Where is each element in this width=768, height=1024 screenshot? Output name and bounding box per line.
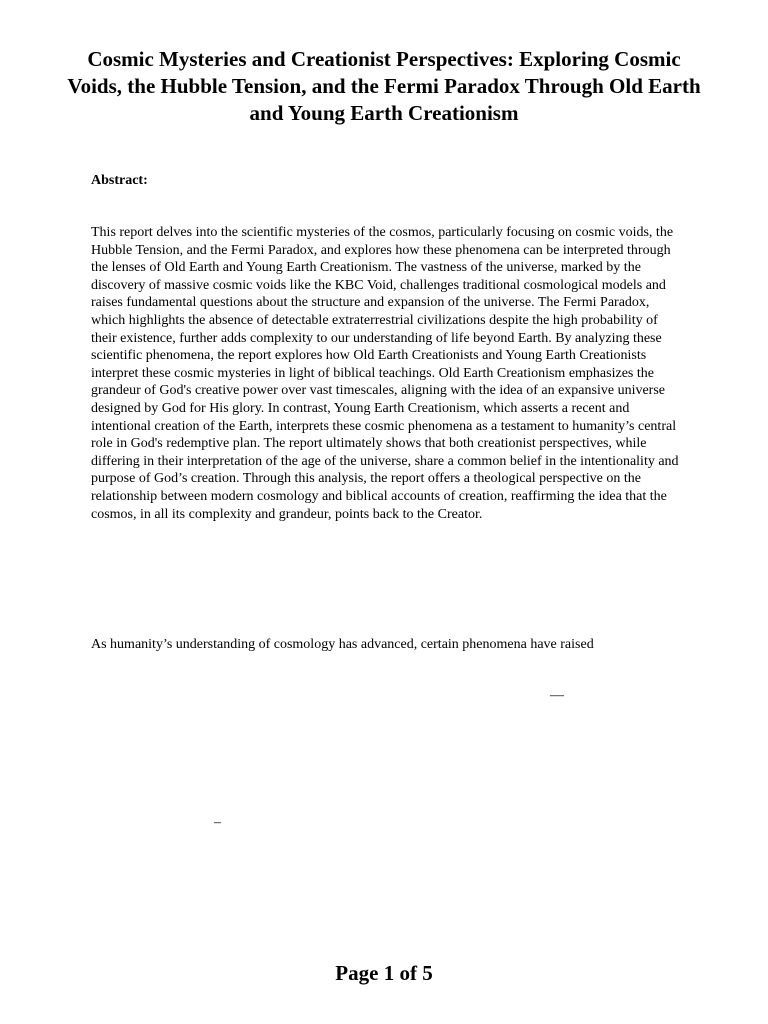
page-number: Page 1 of 5 <box>335 961 433 985</box>
abstract-heading: Abstract: <box>91 173 148 188</box>
en-dash-fragment: – <box>214 815 221 830</box>
intro-paragraph: As humanity’s understanding of cosmology has advanced, certain phenomena have raised <box>91 637 594 652</box>
abstract-body: This report delves into the scientific mysteries of the cosmos, particularly focusing on cosmic voids, the Hubble Tension, and the Fermi Paradox, and explores how these phenomena can be interpreted through the lenses of Old Earth and Young Earth Creationism. The vastness of the universe, marked by the discovery of massive cosmic voids like the KBC Void, challenges traditional cosmological models and raises fundamental questions about the structure and expansion of the universe. The Fermi Paradox, which highlights the absence of detectable extraterrestrial civilizations despite the high probability of their existence, further adds complexity to our understanding of life beyond Earth. By analyzing these scientific phenomena, the report explores how Old Earth Creationists and Young Earth Creationists interpret these cosmic mysteries in light of biblical teachings. Old Earth Creationism emphasizes the grandeur of God's creative power over vast timescales, aligning with the idea of an expansive universe designed by God for His glory. In contrast, Young Earth Creationism, which asserts a recent and intentional creation of the Earth, interprets these cosmic phenomena as a testament to humanity’s central role in God's redemptive plan. The report ultimately shows that both creationist perspectives, while differing in their interpretation of the age of the universe, share a common belief in the intentionality and purpose of God’s creation. Through this analysis, the report offers a theological perspective on the relationship between modern cosmology and biblical accounts of creation, reaffirming the idea that the cosmos, in all its complexity and grandeur, points back to the Creator. <box>91 225 679 522</box>
document-title: Cosmic Mysteries and Creationist Perspectives: Exploring Cosmic Voids, the Hubble Tension, and the Fermi Paradox Through Old Earth and Young Earth Creationism <box>67 47 701 125</box>
em-dash-fragment: — <box>550 688 564 703</box>
